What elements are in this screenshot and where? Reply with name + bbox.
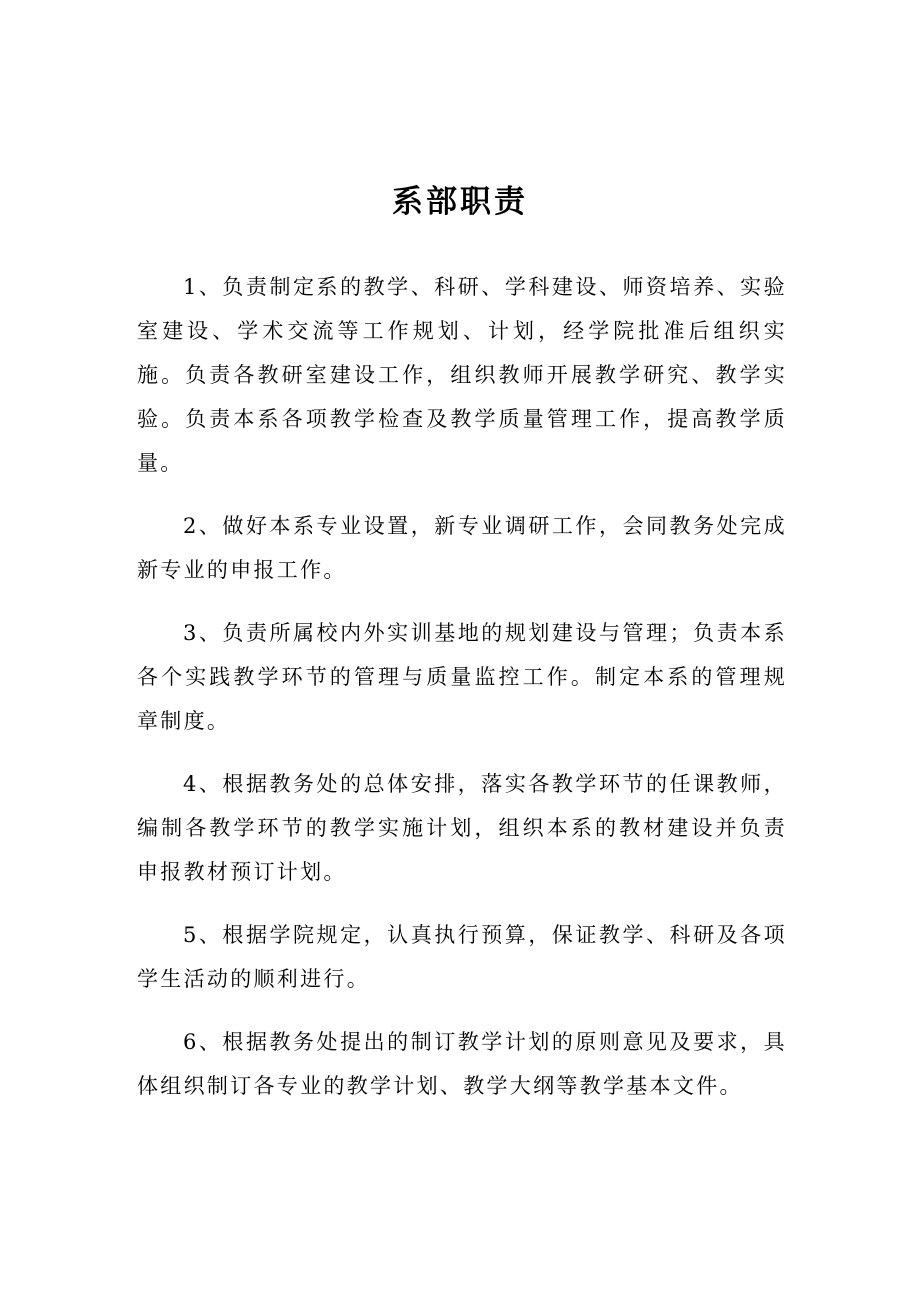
- paragraph-5: 5、根据学院规定，认真执行预算，保证教学、科研及各项学生活动的顺利进行。: [137, 923, 787, 991]
- document-body: [137, 265, 787, 1127]
- page-title: 系部职责: [392, 184, 528, 220]
- paragraph-6: 6、根据教务处提出的制订教学计划的原则意见及要求，具体组织制订各专业的教学计划、教学大纲等教学基本文件。: [137, 1030, 787, 1098]
- paragraph-3: 3、负责所属校内外实训基地的规划建设与管理；负责本系各个实践教学环节的管理与质量监控工作。制定本系的管理规章制度。: [137, 621, 787, 733]
- paragraph-1: 1、负责制定系的教学、科研、学科建设、师资培养、实验室建设、学术交流等工作规划、计划，经学院批准后组织实施。负责各教研室建设工作，组织教师开展教学研究、教学实验。负责本系各项教学检查及教学质量管理工作，提高教学质量。: [137, 275, 787, 475]
- paragraph-4: 4、根据教务处的总体安排，落实各教学环节的任课教师，编制各教学环节的教学实施计划，组织本系的教材建设并负责申报教材预订计划。: [137, 772, 787, 884]
- paragraph-2: 2、做好本系专业设置，新专业调研工作，会同教务处完成新专业的申报工作。: [137, 514, 787, 582]
